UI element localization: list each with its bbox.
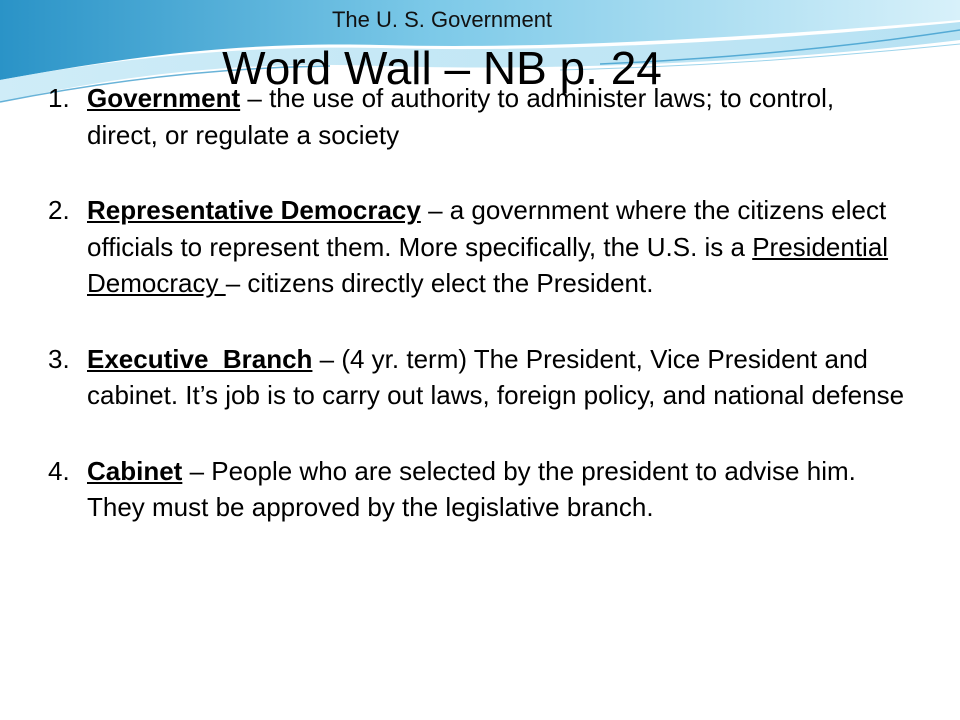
item-number: 3. xyxy=(48,343,70,374)
definition-cabinet: – People who are selected by the president to advise him. They must be approved by the legislative branch. xyxy=(87,455,856,522)
item-number: 4. xyxy=(48,455,70,486)
item-number: 2. xyxy=(48,195,70,225)
term-presidential-democracy: Presidential Democracy xyxy=(87,231,889,298)
list-item-cabinet xyxy=(48,453,908,526)
list-item-government xyxy=(48,80,908,153)
term-executive-branch: Executive Branch xyxy=(87,343,313,374)
slide-subtitle: The U. S. Government xyxy=(331,7,553,32)
list-item-executive-branch xyxy=(48,341,908,414)
term-cabinet: Cabinet xyxy=(87,455,183,486)
definition-executive-branch: – (4 yr. term) The President, Vice President and cabinet. It’s job is to carry out laws, foreign policy, and national defense xyxy=(87,343,905,410)
word-wall-list xyxy=(48,80,908,565)
term-government: Government xyxy=(87,83,241,113)
item-number: 1. xyxy=(48,83,70,113)
definition-government: – the use of authority to administer laws; to control, direct, or regulate a society xyxy=(87,83,835,150)
definition-presidential-democracy: – citizens directly elect the President. xyxy=(225,268,654,298)
term-representative-democracy: Representative Democracy xyxy=(87,195,421,225)
slide-title: Word Wall – NB p. 24 xyxy=(222,42,662,94)
definition-representative-democracy: – a government where the citizens elect officials to represent them. More specifically, the U.S. is a xyxy=(87,195,887,262)
list-item-representative-democracy xyxy=(48,192,908,302)
